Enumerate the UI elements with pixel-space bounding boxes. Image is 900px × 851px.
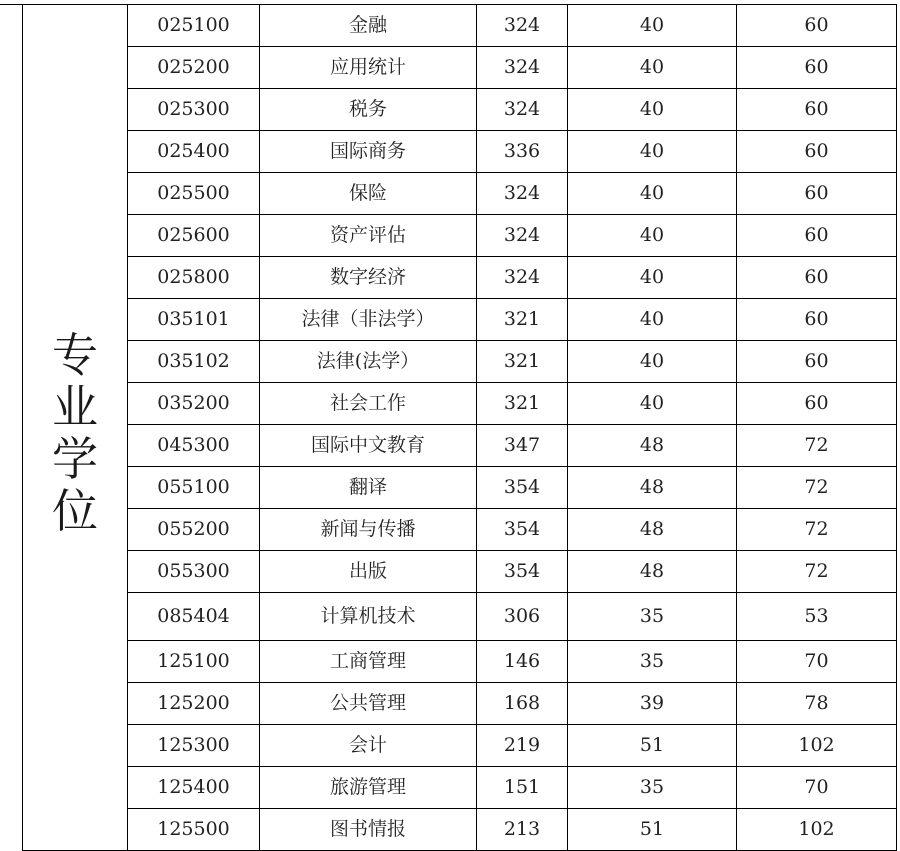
subject-score-b: 60: [737, 173, 897, 215]
total-score: 146: [477, 641, 568, 683]
subject-score-a: 40: [568, 173, 737, 215]
major-code: 045300: [128, 425, 260, 467]
subject-score-b: 72: [737, 467, 897, 509]
table-row: [23, 641, 897, 683]
total-score: 324: [477, 5, 568, 47]
major-name: 资产评估: [260, 215, 477, 257]
total-score: 306: [477, 593, 568, 641]
table-row: [23, 257, 897, 299]
major-code: 125300: [128, 725, 260, 767]
major-code: 025200: [128, 47, 260, 89]
subject-score-a: 40: [568, 131, 737, 173]
subject-score-b: 60: [737, 341, 897, 383]
table-row: [23, 593, 897, 641]
major-code: 055200: [128, 509, 260, 551]
major-code: 055100: [128, 467, 260, 509]
major-name: 金融: [260, 5, 477, 47]
subject-score-b: 70: [737, 641, 897, 683]
table-row: [23, 215, 897, 257]
major-name: 翻译: [260, 467, 477, 509]
major-name: 计算机技术: [260, 593, 477, 641]
major-name: 会计: [260, 725, 477, 767]
subject-score-a: 48: [568, 551, 737, 593]
major-name: 出版: [260, 551, 477, 593]
subject-score-a: 51: [568, 725, 737, 767]
subject-score-b: 78: [737, 683, 897, 725]
major-code: 055300: [128, 551, 260, 593]
major-name: 工商管理: [260, 641, 477, 683]
major-code: 025100: [128, 5, 260, 47]
major-name: 保险: [260, 173, 477, 215]
subject-score-a: 39: [568, 683, 737, 725]
major-name: 税务: [260, 89, 477, 131]
subject-score-b: 60: [737, 5, 897, 47]
subject-score-a: 40: [568, 89, 737, 131]
total-score: 324: [477, 47, 568, 89]
table-row: [23, 131, 897, 173]
table-row: [23, 341, 897, 383]
subject-score-b: 60: [737, 383, 897, 425]
subject-score-b: 72: [737, 551, 897, 593]
subject-score-b: 60: [737, 131, 897, 173]
subject-score-b: 102: [737, 725, 897, 767]
major-name: 法律（非法学）: [260, 299, 477, 341]
major-code: 035102: [128, 341, 260, 383]
total-score: 324: [477, 173, 568, 215]
major-name: 公共管理: [260, 683, 477, 725]
total-score: 354: [477, 467, 568, 509]
major-name: 国际商务: [260, 131, 477, 173]
total-score: 336: [477, 131, 568, 173]
major-name: 应用统计: [260, 47, 477, 89]
subject-score-b: 60: [737, 299, 897, 341]
subject-score-a: 35: [568, 767, 737, 809]
table-row: [23, 551, 897, 593]
major-name: 旅游管理: [260, 767, 477, 809]
subject-score-b: 53: [737, 593, 897, 641]
table-row: [23, 47, 897, 89]
subject-score-a: 48: [568, 467, 737, 509]
table-row: [23, 809, 897, 851]
total-score: 219: [477, 725, 568, 767]
total-score: 324: [477, 89, 568, 131]
total-score: 321: [477, 341, 568, 383]
table-row: [23, 299, 897, 341]
total-score: 321: [477, 299, 568, 341]
total-score: 324: [477, 257, 568, 299]
subject-score-b: 70: [737, 767, 897, 809]
major-code: 025800: [128, 257, 260, 299]
subject-score-a: 48: [568, 425, 737, 467]
subject-score-a: 48: [568, 509, 737, 551]
subject-score-b: 60: [737, 257, 897, 299]
table-row: [23, 767, 897, 809]
total-score: 324: [477, 215, 568, 257]
total-score: 213: [477, 809, 568, 851]
subject-score-a: 40: [568, 341, 737, 383]
table-row: [23, 683, 897, 725]
category-label: 专业学位: [52, 327, 98, 538]
total-score: 347: [477, 425, 568, 467]
total-score: 151: [477, 767, 568, 809]
subject-score-a: 35: [568, 641, 737, 683]
table-row: [23, 425, 897, 467]
major-code: 025400: [128, 131, 260, 173]
subject-score-a: 40: [568, 383, 737, 425]
subject-score-b: 72: [737, 425, 897, 467]
major-name: 图书情报: [260, 809, 477, 851]
category-cell: [23, 5, 128, 851]
major-code: 035200: [128, 383, 260, 425]
major-code: 125400: [128, 767, 260, 809]
major-code: 085404: [128, 593, 260, 641]
subject-score-a: 40: [568, 215, 737, 257]
subject-score-a: 40: [568, 47, 737, 89]
major-code: 125100: [128, 641, 260, 683]
table-row: [23, 467, 897, 509]
score-line-table: [22, 4, 897, 851]
subject-score-b: 102: [737, 809, 897, 851]
major-name: 社会工作: [260, 383, 477, 425]
major-code: 025600: [128, 215, 260, 257]
major-name: 新闻与传播: [260, 509, 477, 551]
subject-score-a: 40: [568, 299, 737, 341]
table-row: [23, 509, 897, 551]
total-score: 168: [477, 683, 568, 725]
major-name: 法律(法学）: [260, 341, 477, 383]
major-code: 125500: [128, 809, 260, 851]
total-score: 321: [477, 383, 568, 425]
table-row: [23, 725, 897, 767]
major-code: 125200: [128, 683, 260, 725]
subject-score-b: 60: [737, 47, 897, 89]
major-name: 国际中文教育: [260, 425, 477, 467]
major-code: 025500: [128, 173, 260, 215]
subject-score-a: 35: [568, 593, 737, 641]
subject-score-a: 40: [568, 5, 737, 47]
subject-score-b: 72: [737, 509, 897, 551]
major-name: 数字经济: [260, 257, 477, 299]
table-row: [23, 173, 897, 215]
table-row: [23, 5, 897, 47]
subject-score-a: 40: [568, 257, 737, 299]
subject-score-a: 51: [568, 809, 737, 851]
subject-score-b: 60: [737, 215, 897, 257]
subject-score-b: 60: [737, 89, 897, 131]
total-score: 354: [477, 551, 568, 593]
major-code: 035101: [128, 299, 260, 341]
top-border-line: [0, 4, 22, 5]
table-row: [23, 383, 897, 425]
total-score: 354: [477, 509, 568, 551]
major-code: 025300: [128, 89, 260, 131]
table-row: [23, 89, 897, 131]
